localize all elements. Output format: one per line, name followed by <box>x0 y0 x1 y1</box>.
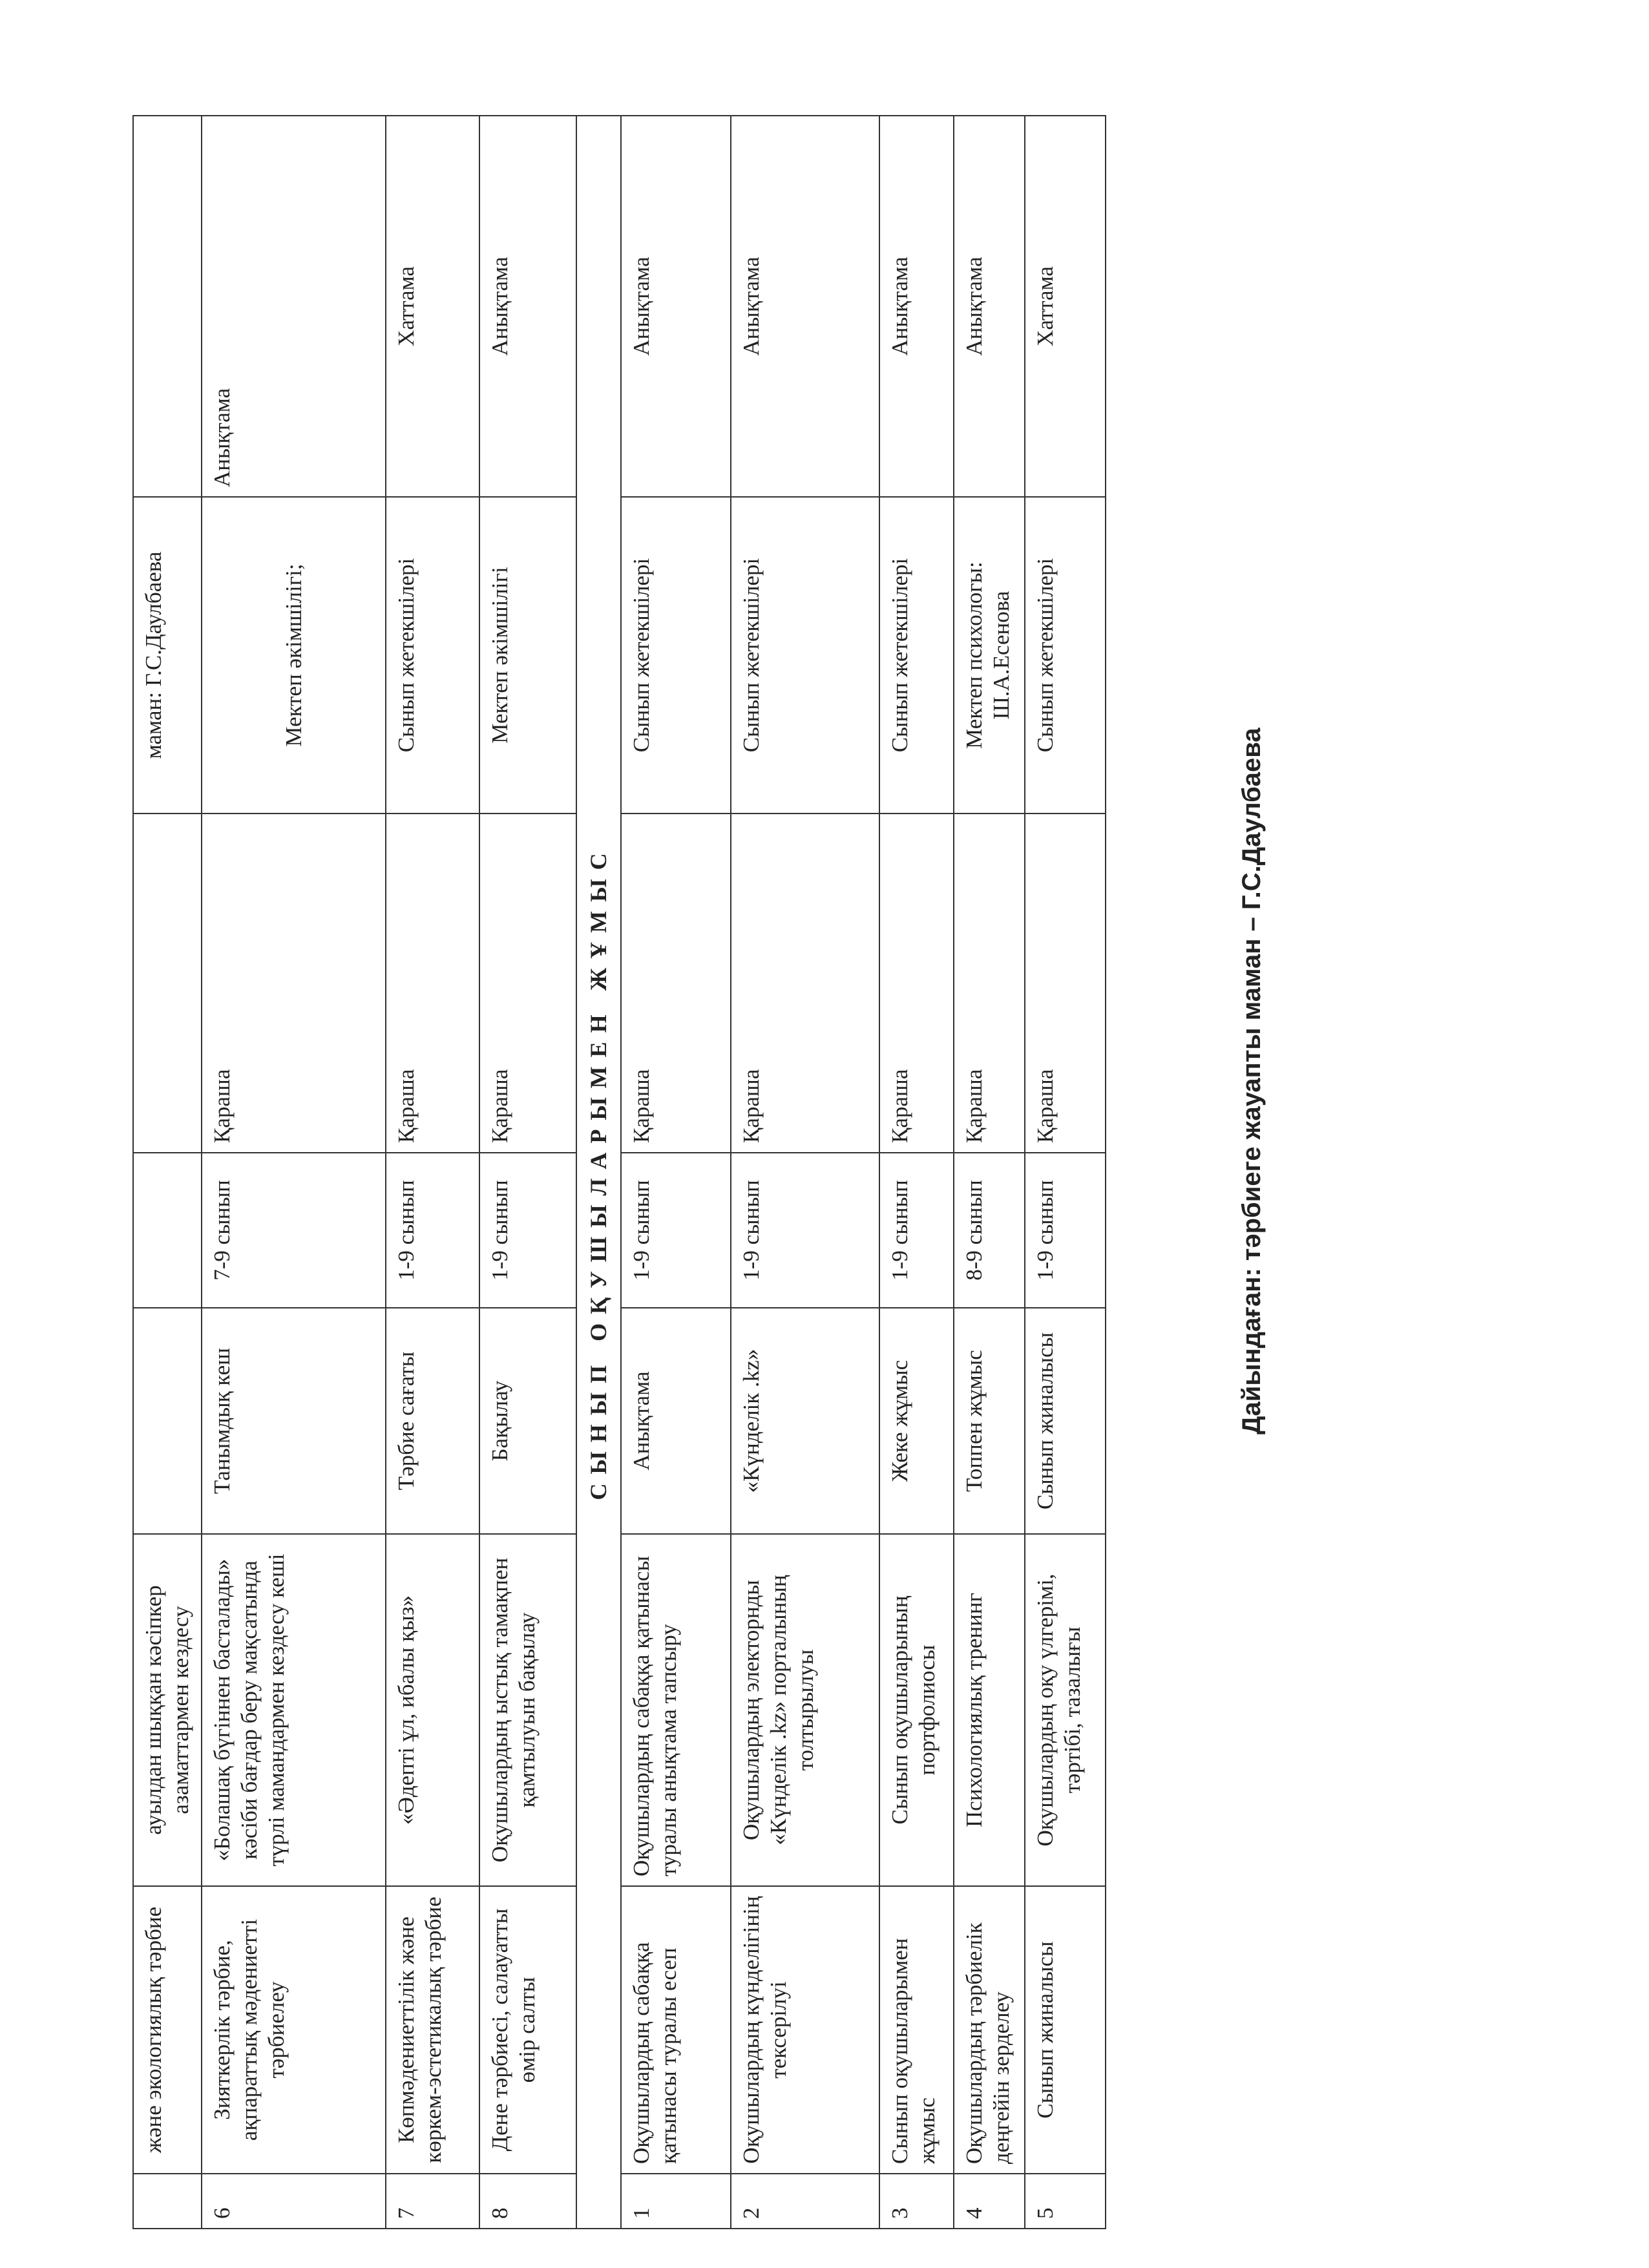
content-cell: «Әдепті ұл, ибалы қыз» <box>386 1534 479 1886</box>
responsible-cell: Сынып жетекшілері <box>879 497 954 814</box>
row-number: 2 <box>731 2174 879 2229</box>
direction-cell: Зияткерлік тәрбие, ақпараттық мәдениетті тәрбиелеу <box>202 1886 386 2174</box>
responsible-cell: маман: Г.С.Даулбаева <box>133 497 202 814</box>
section-title: СЫНЫП ОҚУШЫЛАРЫМЕН ЖҰМЫС <box>576 116 621 2229</box>
participants-cell: 7-9 сынып <box>202 1153 386 1308</box>
direction-cell: Сынып оқушыларымен жұмыс <box>879 1886 954 2174</box>
report-cell: Анықтама <box>479 116 576 497</box>
content-cell: Психологиялық тренинг <box>954 1534 1025 1886</box>
direction-cell: Дене тәрбиесі, салауатты өмір салты <box>479 1886 576 2174</box>
form-cell: Топпен жұмыс <box>954 1308 1025 1534</box>
content-cell: Оқушылардың оқу үлгерімі, тәртібі, тазалығы <box>1025 1534 1106 1886</box>
content-cell: Сынып оқушыларының портфолиосы <box>879 1534 954 1886</box>
table-row <box>386 116 479 2229</box>
report-cell: Хаттама <box>1025 116 1106 497</box>
row-number: 1 <box>621 2174 731 2229</box>
row-number: 3 <box>879 2174 954 2229</box>
report-cell: Хаттама <box>386 116 479 497</box>
row-number <box>133 2174 202 2229</box>
section-row <box>576 116 621 2229</box>
report-cell: Анықтама <box>731 116 879 497</box>
direction-cell: Оқушылардың күнделігінің тексерілуі <box>731 1886 879 2174</box>
participants-cell: 8-9 сынып <box>954 1153 1025 1308</box>
responsible-cell: Мектеп әкімшілігі; <box>202 497 386 814</box>
direction-cell: Көпмәдениеттілік және көркем-эстетикалық тәрбие <box>386 1886 479 2174</box>
report-cell: Анықтама <box>879 116 954 497</box>
content-cell: Оқушылардың сабаққа қатынасы туралы анықтама тапсыру <box>621 1534 731 1886</box>
table-row <box>954 116 1025 2229</box>
date-cell: Қараша <box>479 814 576 1153</box>
responsible-cell: Мектеп әкімшілігі <box>479 497 576 814</box>
report-cell <box>133 116 202 497</box>
date-cell: Қараша <box>621 814 731 1153</box>
participants-cell: 1-9 сынып <box>731 1153 879 1308</box>
table-row <box>479 116 576 2229</box>
content-cell: «Болашақ бүгіннен басталады» кәсіби бағдар беру мақсатында түрлі мамандармен кездесу кеші <box>202 1534 386 1886</box>
direction-cell: Оқушылардың сабаққа қатынасы туралы есеп <box>621 1886 731 2174</box>
direction-cell: Оқушылардың тәрбиелік деңгейін зерделеу <box>954 1886 1025 2174</box>
form-cell: Жеке жұмыс <box>879 1308 954 1534</box>
form-cell: Сынып жиналысы <box>1025 1308 1106 1534</box>
table-row <box>133 116 202 2229</box>
date-cell: Қараша <box>1025 814 1106 1153</box>
table-row <box>202 116 386 2229</box>
table-row <box>1025 116 1106 2229</box>
direction-cell: және экологиялық тәрбие <box>133 1886 202 2174</box>
date-cell: Қараша <box>731 814 879 1153</box>
prepared-by-signature-line: Дайындаған: тәрбиеге жауапты маман – Г.С.Даулбаева <box>1237 728 1266 1434</box>
content-cell: ауылдан шыққан кәсіпкер азаматтармен кездесу <box>133 1534 202 1886</box>
responsible-cell: Сынып жетекшілері <box>731 497 879 814</box>
row-number: 6 <box>202 2174 386 2229</box>
responsible-cell: Мектеп психологы: Ш.А.Есенова <box>954 497 1025 814</box>
date-cell: Қараша <box>879 814 954 1153</box>
report-cell: Анықтама <box>621 116 731 497</box>
row-number: 4 <box>954 2174 1025 2229</box>
responsible-cell: Сынып жетекшілері <box>1025 497 1106 814</box>
row-number: 5 <box>1025 2174 1106 2229</box>
report-cell: Анықтама <box>202 116 386 497</box>
responsible-cell: Сынып жетекшілері <box>386 497 479 814</box>
form-cell: «Күнделік .kz» <box>731 1308 879 1534</box>
date-cell: Қараша <box>954 814 1025 1153</box>
participants-cell: 1-9 сынып <box>479 1153 576 1308</box>
work-plan-table <box>132 115 1106 2229</box>
content-cell: Оқушылардың электорнды «Күнделік .kz» порталының толтырылуы <box>731 1534 879 1886</box>
content-cell: Оқушылардың ыстық тамақпен қамтылуын бақылау <box>479 1534 576 1886</box>
form-cell: Анықтама <box>621 1308 731 1534</box>
participants-cell: 1-9 сынып <box>386 1153 479 1308</box>
date-cell <box>133 814 202 1153</box>
row-number: 8 <box>479 2174 576 2229</box>
participants-cell: 1-9 сынып <box>1025 1153 1106 1308</box>
form-cell: Тәрбие сағаты <box>386 1308 479 1534</box>
responsible-cell: Сынып жетекшілері <box>621 497 731 814</box>
participants-cell: 1-9 сынып <box>879 1153 954 1308</box>
form-cell <box>133 1308 202 1534</box>
report-cell: Анықтама <box>954 116 1025 497</box>
form-cell: Танымдық кеш <box>202 1308 386 1534</box>
date-cell: Қараша <box>202 814 386 1153</box>
participants-cell <box>133 1153 202 1308</box>
form-cell: Бақылау <box>479 1308 576 1534</box>
participants-cell: 1-9 сынып <box>621 1153 731 1308</box>
date-cell: Қараша <box>386 814 479 1153</box>
table-row <box>621 116 731 2229</box>
row-number: 7 <box>386 2174 479 2229</box>
table-row <box>879 116 954 2229</box>
table-row <box>731 116 879 2229</box>
direction-cell: Сынып жиналысы <box>1025 1886 1106 2174</box>
rotated-page <box>61 116 1289 2229</box>
